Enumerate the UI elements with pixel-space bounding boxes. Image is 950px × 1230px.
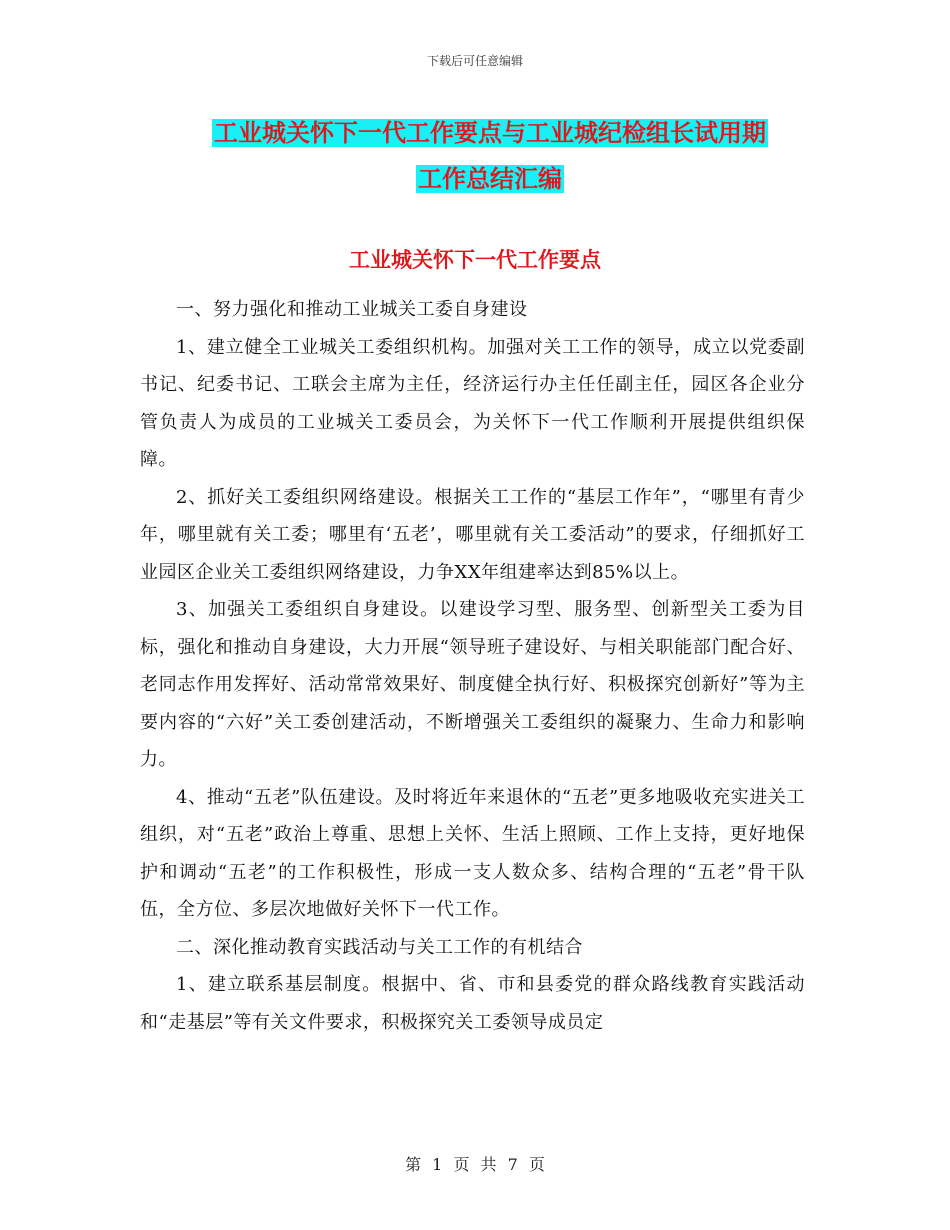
paragraph: 3、加强关工委组织自身建设。以建设学习型、服务型、创新型关工委为目标，强化和推动自身建设，大力开展“领导班子建设好、与相关职能部门配合好、老同志作用发挥好、活动常常效果好、制度健全执行好、积极探究创新好”等为主要内容的“六好”关工委创建活动，不断增强关工委组织的凝聚力、生命力和影响力。 [140,599,805,770]
paragraph: 1、建立联系基层制度。根据中、省、市和县委党的群众路线教育实践活动和“走基层”等有关文件要求，积极探究关工委领导成员定 [140,974,805,1033]
paragraph: 4、推动“五老”队伍建设。及时将近年来退休的“五老”更多地吸收充实进关工组织，对“五老”政治上尊重、思想上关怀、生活上照顾、工作上支持，更好地保护和调动“五老”的工作积极性，形成一支人数众多、结构合理的“五老”骨干队伍，全方位、多层次地做好关怀下一代工作。 [140,786,805,920]
paragraph-heading-2: 二、深化推动教育实践活动与关工工作的有机结合 [176,936,583,958]
section-title: 工业城关怀下一代工作要点 [349,248,601,272]
document-body [140,291,805,1041]
document-title-line1: 工业城关怀下一代工作要点与工业城纪检组长试用期 [214,119,766,147]
document-title-line2: 工作总结汇编 [418,165,562,193]
document-title [140,110,840,202]
paragraph: 1、建立健全工业城关工委组织机构。加强对关工工作的领导，成立以党委副书记、纪委书记、工联会主席为主任，经济运行办主任任副主任，园区各企业分管负责人为成员的工业城关工委员会，为关怀下一代工作顺利开展提供组织保障。 [140,336,805,470]
page-number: 第 1 页 共 7 页 [405,1155,545,1174]
header-note: 下载后可任意编辑 [426,54,523,68]
paragraph: 2、抓好关工委组织网络建设。根据关工工作的“基层工作年”，“哪里有青少年，哪里就有关工委；哪里有‘五老’，哪里就有关工委活动”的要求，仔细抓好工业园区企业关工委组织网络建设，力争XX年组建率达到85%以上。 [140,486,805,583]
paragraph-heading-1: 一、努力强化和推动工业城关工委自身建设 [176,299,528,320]
